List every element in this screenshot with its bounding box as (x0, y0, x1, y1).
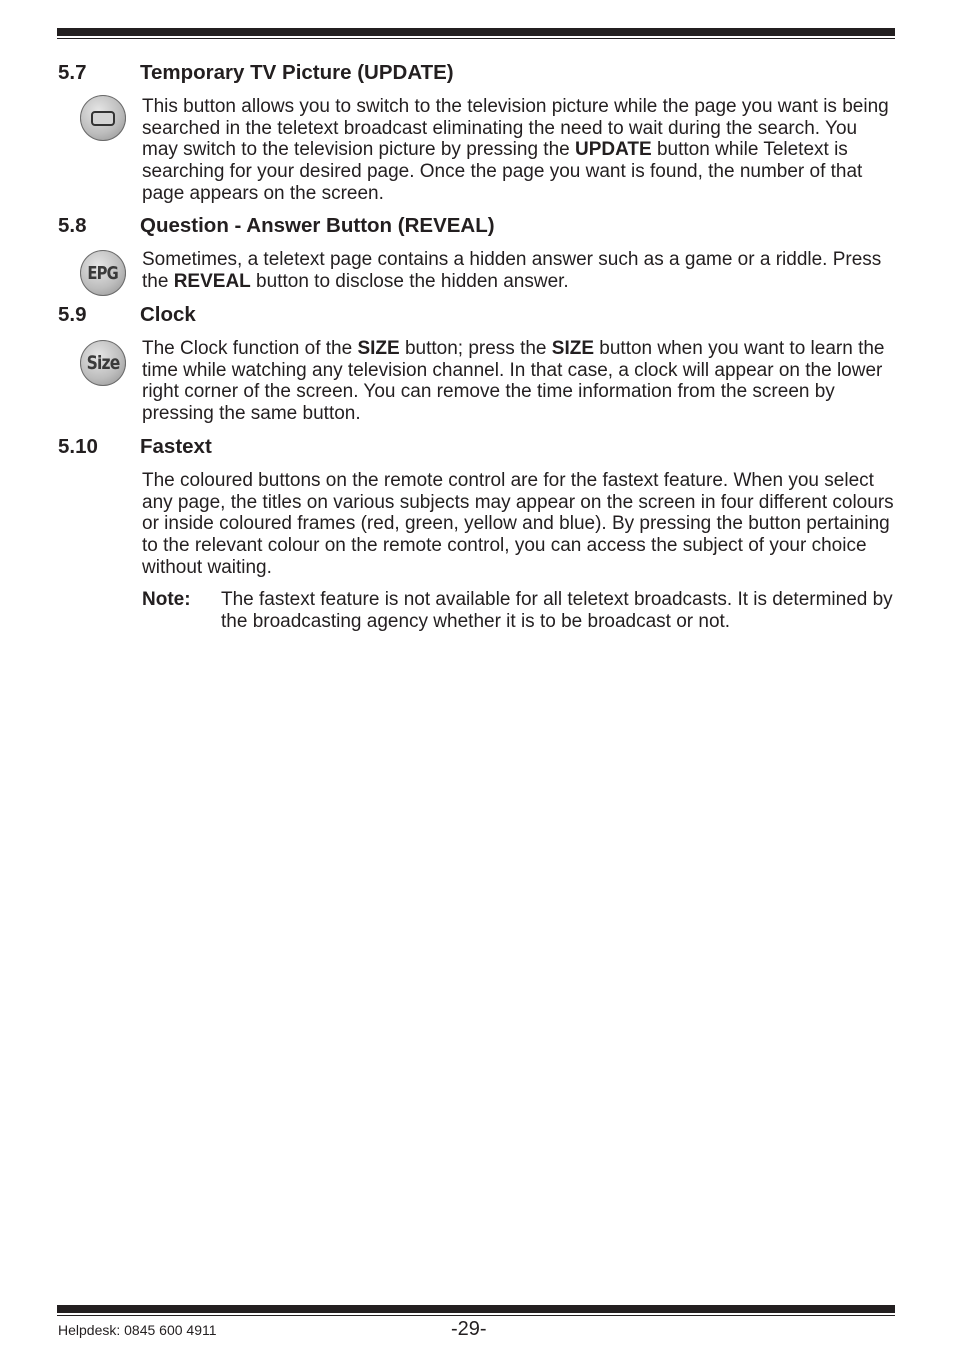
bold-keyword: UPDATE (574, 139, 652, 161)
icon-label: Size (86, 352, 120, 374)
size-button-icon (80, 340, 126, 386)
paragraph-text: This button allows you to switch to the television picture while the page you want is being searched in the teletext broadcast eliminating the need to wait during the search. You may switch to the television picture by pressing the (142, 96, 889, 161)
note-block (142, 589, 898, 633)
tv-screen-icon (91, 111, 115, 126)
header-rule-thin (57, 38, 895, 39)
bold-keyword: SIZE (357, 338, 400, 359)
paragraph-text: The Clock function of the (142, 338, 358, 359)
section-paragraph-5-10 (142, 470, 898, 579)
page-number: -29- (451, 1318, 487, 1340)
footer-rule-thick (57, 1305, 895, 1313)
section-title: Question - Answer Button (REVEAL) (140, 214, 495, 237)
bold-keyword: SIZE (551, 338, 595, 359)
note-label: Note: (142, 589, 191, 610)
epg-button-icon (80, 250, 126, 296)
paragraph-text: The coloured buttons on the remote control are for the fastext feature. When you select any page, the titles on various subjects may appear on the screen in four different colours or inside coloured frames (red, green, yellow and blue). By pressing the button pertaining to the relevant colour on the remote control, you can access the subject of your choice without waiting. (142, 470, 894, 578)
paragraph-text: Sometimes, a teletext page contains a hidden answer such as a game or a riddle. Press the (142, 249, 882, 292)
helpdesk-text: Helpdesk: 0845 600 4911 (58, 1322, 217, 1338)
section-heading-5-7 (58, 61, 454, 85)
paragraph-text: button; press the (399, 338, 552, 359)
section-number: 5.8 (58, 214, 87, 237)
header-rule-thick (57, 28, 895, 36)
section-number: 5.7 (58, 61, 87, 84)
section-title: Clock (140, 303, 196, 326)
section-heading-5-8 (58, 214, 495, 238)
section-title: Fastext (140, 435, 212, 458)
icon-label: EPG (87, 262, 119, 284)
paragraph-text: button while Teletext is searching for your desired page. Once the page you want is found, the number of that page appears on the screen. (142, 139, 863, 204)
section-number: 5.9 (58, 303, 87, 326)
section-heading-5-10 (58, 435, 212, 459)
paragraph-text: button to disclose the hidden answer. (250, 270, 569, 292)
section-heading-5-9 (58, 303, 196, 327)
paragraph-text: button when you want to learn the time while watching any television channel. In that case, a clock will appear on the lower right corner of the screen. You can remove the time information from the screen by pressing the same button. (142, 338, 885, 425)
section-paragraph-5-9 (142, 338, 898, 425)
section-paragraph-5-8 (142, 249, 898, 292)
bold-keyword: REVEAL (173, 270, 251, 292)
section-number: 5.10 (58, 435, 98, 458)
section-paragraph-5-7 (142, 96, 898, 205)
footer-rule-thin (57, 1315, 895, 1316)
update-button-icon (80, 95, 126, 141)
note-text: The fastext feature is not available for all teletext broadcasts. It is determined by the broadcasting agency whether it is to be broadcast or not. (221, 589, 893, 632)
section-title: Temporary TV Picture (UPDATE) (140, 61, 454, 84)
